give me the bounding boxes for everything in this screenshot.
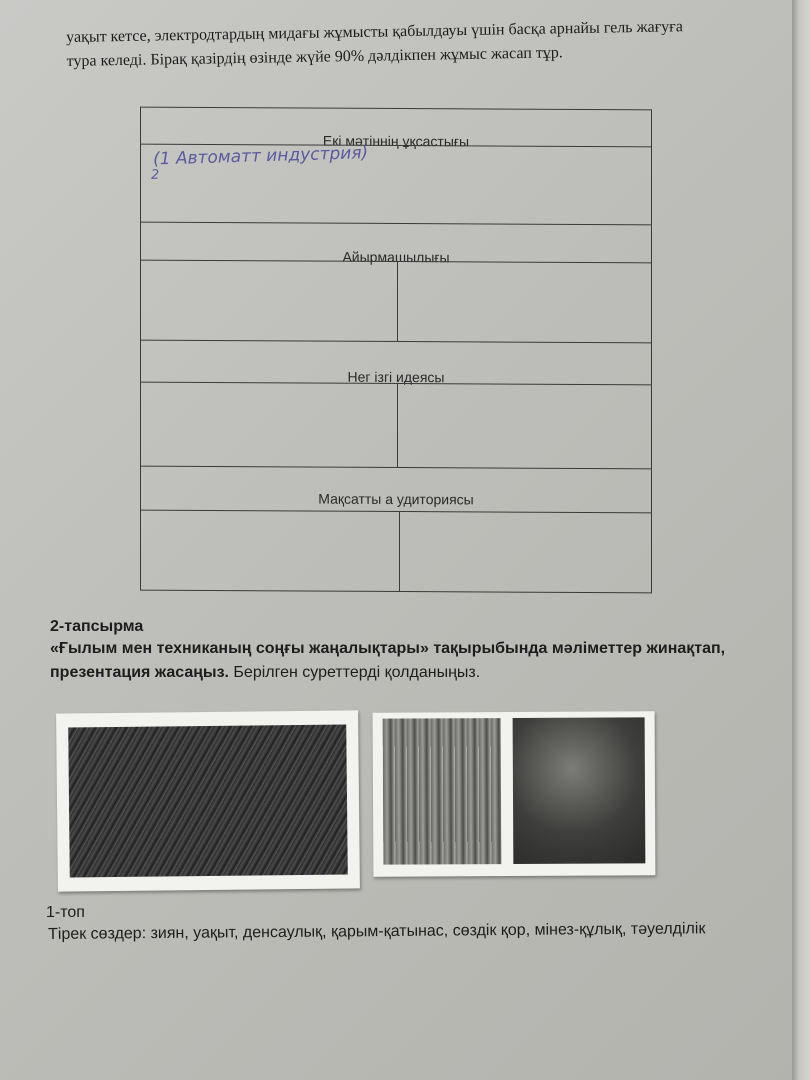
keywords-line: Тірек сөздер: зиян, уақыт, денсаулық, қарым-қатынас, сөздік қор, мінез-құлық, тәуелділік [48,920,706,943]
table-divider [141,510,651,514]
table-divider [141,340,651,344]
page-edge [792,0,810,1080]
group-label: 1-топ [46,904,85,921]
handwritten-note: (1 Автоматт индустрия) [152,143,369,170]
audience-heading: Мақсатты а удиториясы [318,490,474,508]
intro-line-1: уақыт кетсе, электродтардың мидағы жұмысты қабылдауы үшін басқа арнайы гель жағуға [66,18,684,46]
similarity-heading: Екі мәтіннің ұқсастығы [322,132,470,150]
photo-head-electrodes [513,717,646,864]
main-idea-heading: Нег ізгі идеясы [347,368,445,386]
task-bold-text: «Ғылым мен техниканың соңғы жаңалықтары» тақырыбында мәліметтер жинақтап, презентация жасаңыз. [50,640,726,681]
task-normal-text: Берілген суреттерді қолданыңыз. [228,664,481,681]
comparison-table [140,107,652,594]
photo-card-right [373,711,656,876]
table-column-divider [397,383,398,467]
table-divider [141,466,651,470]
photo-brain-sensor [68,725,348,878]
task-title: 2-тапсырма [50,618,144,635]
task-instructions [50,637,760,685]
photo-card-left [56,710,360,891]
intro-line-2: тура келеді. Бірақ қазірдің өзінде жүйе 90% дәлдікпен жұмыс жасап тұр. [66,44,563,70]
photo-device [383,718,502,865]
table-divider [141,222,651,226]
table-column-divider [397,261,398,341]
difference-heading: Айырмашылығы [342,248,450,266]
handwritten-number: 2 [150,167,160,183]
intro-paragraph [66,14,757,74]
table-column-divider [399,511,400,591]
